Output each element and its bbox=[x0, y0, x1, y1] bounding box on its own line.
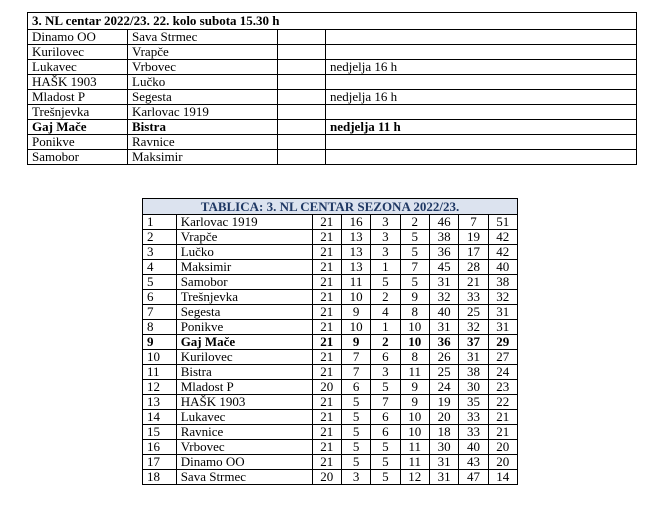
standing-wins: 5 bbox=[341, 440, 370, 455]
standings-row bbox=[143, 335, 518, 350]
standing-played: 21 bbox=[312, 320, 341, 335]
standing-position: 14 bbox=[143, 410, 177, 425]
standing-draws: 3 bbox=[371, 230, 400, 245]
standing-goals-against: 21 bbox=[459, 275, 488, 290]
standing-goals-for: 31 bbox=[429, 470, 458, 485]
standing-draws: 6 bbox=[371, 410, 400, 425]
fixture-empty-cell bbox=[278, 150, 326, 165]
standing-wins: 7 bbox=[341, 365, 370, 380]
standing-team: Dinamo OO bbox=[176, 455, 312, 470]
standing-position: 1 bbox=[143, 215, 177, 230]
standing-losses: 11 bbox=[400, 440, 429, 455]
standing-team: Ravnice bbox=[176, 425, 312, 440]
standing-losses: 8 bbox=[400, 350, 429, 365]
standing-team: Sava Strmec bbox=[176, 470, 312, 485]
fixture-row bbox=[28, 120, 637, 135]
standing-draws: 2 bbox=[371, 335, 400, 350]
fixture-note: nedjelja 16 h bbox=[326, 60, 637, 75]
fixture-note bbox=[326, 75, 637, 90]
standing-losses: 10 bbox=[400, 320, 429, 335]
standing-goals-for: 40 bbox=[429, 305, 458, 320]
standing-draws: 5 bbox=[371, 440, 400, 455]
standing-team: Vrapče bbox=[176, 230, 312, 245]
standing-played: 21 bbox=[312, 215, 341, 230]
fixture-empty-cell bbox=[278, 75, 326, 90]
standing-goals-for: 31 bbox=[429, 455, 458, 470]
fixture-row bbox=[28, 45, 637, 60]
standing-team: Mladost P bbox=[176, 380, 312, 395]
standing-goals-against: 25 bbox=[459, 305, 488, 320]
fixture-away-team: Lučko bbox=[128, 75, 278, 90]
standing-team: HAŠK 1903 bbox=[176, 395, 312, 410]
standing-team: Segesta bbox=[176, 305, 312, 320]
standing-draws: 6 bbox=[371, 350, 400, 365]
fixture-away-team: Maksimir bbox=[128, 150, 278, 165]
standing-goals-for: 30 bbox=[429, 440, 458, 455]
standing-played: 21 bbox=[312, 440, 341, 455]
standing-goals-against: 33 bbox=[459, 410, 488, 425]
standings-title: TABLICA: 3. NL CENTAR SEZONA 2022/23. bbox=[143, 199, 518, 215]
standing-played: 21 bbox=[312, 305, 341, 320]
fixture-empty-cell bbox=[278, 105, 326, 120]
standing-position: 13 bbox=[143, 395, 177, 410]
standings-table bbox=[142, 198, 518, 485]
standings-row bbox=[143, 350, 518, 365]
fixture-empty-cell bbox=[278, 120, 326, 135]
standing-position: 5 bbox=[143, 275, 177, 290]
fixture-empty-cell bbox=[278, 135, 326, 150]
standing-losses: 10 bbox=[400, 410, 429, 425]
standing-goals-for: 32 bbox=[429, 290, 458, 305]
fixture-note bbox=[326, 45, 637, 60]
standing-draws: 1 bbox=[371, 260, 400, 275]
standing-goals-against: 7 bbox=[459, 215, 488, 230]
standing-goals-against: 37 bbox=[459, 335, 488, 350]
standing-points: 27 bbox=[488, 350, 517, 365]
fixture-note: nedjelja 16 h bbox=[326, 90, 637, 105]
fixture-home-team: Dinamo OO bbox=[28, 30, 128, 45]
standing-points: 31 bbox=[488, 320, 517, 335]
standing-goals-against: 43 bbox=[459, 455, 488, 470]
standing-played: 21 bbox=[312, 425, 341, 440]
standing-goals-against: 32 bbox=[459, 320, 488, 335]
standing-position: 9 bbox=[143, 335, 177, 350]
standing-points: 23 bbox=[488, 380, 517, 395]
fixture-home-team: HAŠK 1903 bbox=[28, 75, 128, 90]
standing-played: 20 bbox=[312, 470, 341, 485]
standing-losses: 7 bbox=[400, 260, 429, 275]
standings-row bbox=[143, 320, 518, 335]
standing-team: Trešnjevka bbox=[176, 290, 312, 305]
standing-goals-against: 31 bbox=[459, 350, 488, 365]
standing-wins: 13 bbox=[341, 245, 370, 260]
standing-position: 8 bbox=[143, 320, 177, 335]
standing-team: Maksimir bbox=[176, 260, 312, 275]
standing-goals-for: 31 bbox=[429, 320, 458, 335]
standing-team: Samobor bbox=[176, 275, 312, 290]
standing-goals-for: 25 bbox=[429, 365, 458, 380]
standing-team: Ponikve bbox=[176, 320, 312, 335]
standing-wins: 13 bbox=[341, 260, 370, 275]
fixture-empty-cell bbox=[278, 45, 326, 60]
standing-played: 21 bbox=[312, 350, 341, 365]
standing-position: 11 bbox=[143, 365, 177, 380]
standing-losses: 11 bbox=[400, 365, 429, 380]
standing-played: 21 bbox=[312, 365, 341, 380]
standings-row bbox=[143, 290, 518, 305]
standings-row bbox=[143, 425, 518, 440]
fixture-note bbox=[326, 30, 637, 45]
standing-team: Lukavec bbox=[176, 410, 312, 425]
standing-goals-against: 47 bbox=[459, 470, 488, 485]
standing-points: 40 bbox=[488, 260, 517, 275]
standing-points: 42 bbox=[488, 230, 517, 245]
fixture-row bbox=[28, 90, 637, 105]
standing-losses: 9 bbox=[400, 380, 429, 395]
standings-row bbox=[143, 365, 518, 380]
standing-position: 6 bbox=[143, 290, 177, 305]
standing-played: 20 bbox=[312, 380, 341, 395]
standings-row bbox=[143, 245, 518, 260]
standing-team: Lučko bbox=[176, 245, 312, 260]
standing-points: 31 bbox=[488, 305, 517, 320]
fixture-row bbox=[28, 60, 637, 75]
standing-draws: 1 bbox=[371, 320, 400, 335]
standing-goals-for: 24 bbox=[429, 380, 458, 395]
standings-row bbox=[143, 455, 518, 470]
fixture-note bbox=[326, 150, 637, 165]
fixture-home-team: Kurilovec bbox=[28, 45, 128, 60]
fixture-away-team: Sava Strmec bbox=[128, 30, 278, 45]
fixture-row bbox=[28, 105, 637, 120]
standing-team: Vrbovec bbox=[176, 440, 312, 455]
fixture-away-team: Karlovac 1919 bbox=[128, 105, 278, 120]
standing-points: 38 bbox=[488, 275, 517, 290]
standing-played: 21 bbox=[312, 260, 341, 275]
fixture-away-team: Vrapče bbox=[128, 45, 278, 60]
fixture-row bbox=[28, 150, 637, 165]
fixture-note bbox=[326, 105, 637, 120]
standings-row bbox=[143, 260, 518, 275]
standing-wins: 11 bbox=[341, 275, 370, 290]
standing-played: 21 bbox=[312, 245, 341, 260]
standing-played: 21 bbox=[312, 395, 341, 410]
standing-points: 29 bbox=[488, 335, 517, 350]
standing-losses: 10 bbox=[400, 335, 429, 350]
standing-wins: 10 bbox=[341, 290, 370, 305]
standing-wins: 10 bbox=[341, 320, 370, 335]
standing-played: 21 bbox=[312, 290, 341, 305]
standing-position: 7 bbox=[143, 305, 177, 320]
standing-goals-for: 46 bbox=[429, 215, 458, 230]
standing-position: 10 bbox=[143, 350, 177, 365]
standing-wins: 7 bbox=[341, 350, 370, 365]
standings-row bbox=[143, 305, 518, 320]
standing-position: 17 bbox=[143, 455, 177, 470]
fixture-home-team: Mladost P bbox=[28, 90, 128, 105]
fixture-note bbox=[326, 135, 637, 150]
standing-draws: 3 bbox=[371, 365, 400, 380]
standing-wins: 9 bbox=[341, 305, 370, 320]
standing-points: 24 bbox=[488, 365, 517, 380]
standing-goals-against: 35 bbox=[459, 395, 488, 410]
standing-team: Bistra bbox=[176, 365, 312, 380]
standing-wins: 16 bbox=[341, 215, 370, 230]
fixture-home-team: Ponikve bbox=[28, 135, 128, 150]
standing-team: Kurilovec bbox=[176, 350, 312, 365]
standing-goals-for: 20 bbox=[429, 410, 458, 425]
standing-position: 12 bbox=[143, 380, 177, 395]
standing-played: 21 bbox=[312, 455, 341, 470]
fixture-away-team: Bistra bbox=[128, 120, 278, 135]
standing-team: Karlovac 1919 bbox=[176, 215, 312, 230]
standing-losses: 8 bbox=[400, 305, 429, 320]
fixture-away-team: Ravnice bbox=[128, 135, 278, 150]
fixture-home-team: Gaj Mače bbox=[28, 120, 128, 135]
standing-goals-against: 40 bbox=[459, 440, 488, 455]
standing-draws: 3 bbox=[371, 245, 400, 260]
standings-row bbox=[143, 395, 518, 410]
standing-goals-against: 19 bbox=[459, 230, 488, 245]
standings-row bbox=[143, 215, 518, 230]
standing-wins: 5 bbox=[341, 395, 370, 410]
standing-wins: 9 bbox=[341, 335, 370, 350]
standing-points: 20 bbox=[488, 440, 517, 455]
fixtures-title: 3. NL centar 2022/23. 22. kolo subota 15.30 h bbox=[28, 13, 637, 30]
fixture-empty-cell bbox=[278, 60, 326, 75]
standing-points: 20 bbox=[488, 455, 517, 470]
standing-draws: 3 bbox=[371, 215, 400, 230]
standing-position: 18 bbox=[143, 470, 177, 485]
standing-wins: 13 bbox=[341, 230, 370, 245]
standing-goals-for: 31 bbox=[429, 275, 458, 290]
fixture-row bbox=[28, 30, 637, 45]
standing-position: 3 bbox=[143, 245, 177, 260]
standing-losses: 9 bbox=[400, 395, 429, 410]
standing-goals-against: 38 bbox=[459, 365, 488, 380]
standing-position: 2 bbox=[143, 230, 177, 245]
standing-points: 14 bbox=[488, 470, 517, 485]
standing-goals-for: 45 bbox=[429, 260, 458, 275]
standing-goals-for: 19 bbox=[429, 395, 458, 410]
fixture-away-team: Vrbovec bbox=[128, 60, 278, 75]
standing-goals-against: 33 bbox=[459, 290, 488, 305]
standing-draws: 4 bbox=[371, 305, 400, 320]
fixture-home-team: Lukavec bbox=[28, 60, 128, 75]
standing-points: 21 bbox=[488, 410, 517, 425]
standings-row bbox=[143, 440, 518, 455]
standing-goals-against: 17 bbox=[459, 245, 488, 260]
standing-losses: 12 bbox=[400, 470, 429, 485]
standing-losses: 9 bbox=[400, 290, 429, 305]
standing-losses: 5 bbox=[400, 230, 429, 245]
standing-played: 21 bbox=[312, 275, 341, 290]
standing-losses: 5 bbox=[400, 275, 429, 290]
standing-goals-for: 26 bbox=[429, 350, 458, 365]
standing-points: 21 bbox=[488, 425, 517, 440]
standing-points: 32 bbox=[488, 290, 517, 305]
standing-position: 16 bbox=[143, 440, 177, 455]
standing-goals-against: 30 bbox=[459, 380, 488, 395]
standings-row bbox=[143, 470, 518, 485]
standing-team: Gaj Mače bbox=[176, 335, 312, 350]
standing-played: 21 bbox=[312, 230, 341, 245]
standing-draws: 2 bbox=[371, 290, 400, 305]
standing-losses: 11 bbox=[400, 455, 429, 470]
standing-played: 21 bbox=[312, 410, 341, 425]
fixture-note: nedjelja 11 h bbox=[326, 120, 637, 135]
standing-losses: 5 bbox=[400, 245, 429, 260]
standing-wins: 3 bbox=[341, 470, 370, 485]
fixture-row bbox=[28, 135, 637, 150]
standing-draws: 5 bbox=[371, 455, 400, 470]
standing-played: 21 bbox=[312, 335, 341, 350]
standing-goals-for: 18 bbox=[429, 425, 458, 440]
standing-wins: 5 bbox=[341, 425, 370, 440]
standing-points: 51 bbox=[488, 215, 517, 230]
standing-points: 22 bbox=[488, 395, 517, 410]
standing-points: 42 bbox=[488, 245, 517, 260]
standing-goals-for: 38 bbox=[429, 230, 458, 245]
fixture-home-team: Samobor bbox=[28, 150, 128, 165]
standing-goals-against: 33 bbox=[459, 425, 488, 440]
standings-row bbox=[143, 380, 518, 395]
standing-losses: 10 bbox=[400, 425, 429, 440]
standing-draws: 7 bbox=[371, 395, 400, 410]
standing-wins: 5 bbox=[341, 455, 370, 470]
standing-wins: 6 bbox=[341, 380, 370, 395]
standing-goals-for: 36 bbox=[429, 245, 458, 260]
fixtures-table bbox=[27, 12, 637, 165]
fixture-home-team: Trešnjevka bbox=[28, 105, 128, 120]
standings-row bbox=[143, 410, 518, 425]
standing-draws: 5 bbox=[371, 470, 400, 485]
standing-position: 15 bbox=[143, 425, 177, 440]
standings-row bbox=[143, 275, 518, 290]
standing-draws: 5 bbox=[371, 275, 400, 290]
standing-draws: 6 bbox=[371, 425, 400, 440]
fixture-away-team: Segesta bbox=[128, 90, 278, 105]
fixture-empty-cell bbox=[278, 30, 326, 45]
fixture-row bbox=[28, 75, 637, 90]
standing-wins: 5 bbox=[341, 410, 370, 425]
standing-goals-for: 36 bbox=[429, 335, 458, 350]
standings-row bbox=[143, 230, 518, 245]
standing-draws: 5 bbox=[371, 380, 400, 395]
standing-losses: 2 bbox=[400, 215, 429, 230]
standing-goals-against: 28 bbox=[459, 260, 488, 275]
fixture-empty-cell bbox=[278, 90, 326, 105]
standing-position: 4 bbox=[143, 260, 177, 275]
